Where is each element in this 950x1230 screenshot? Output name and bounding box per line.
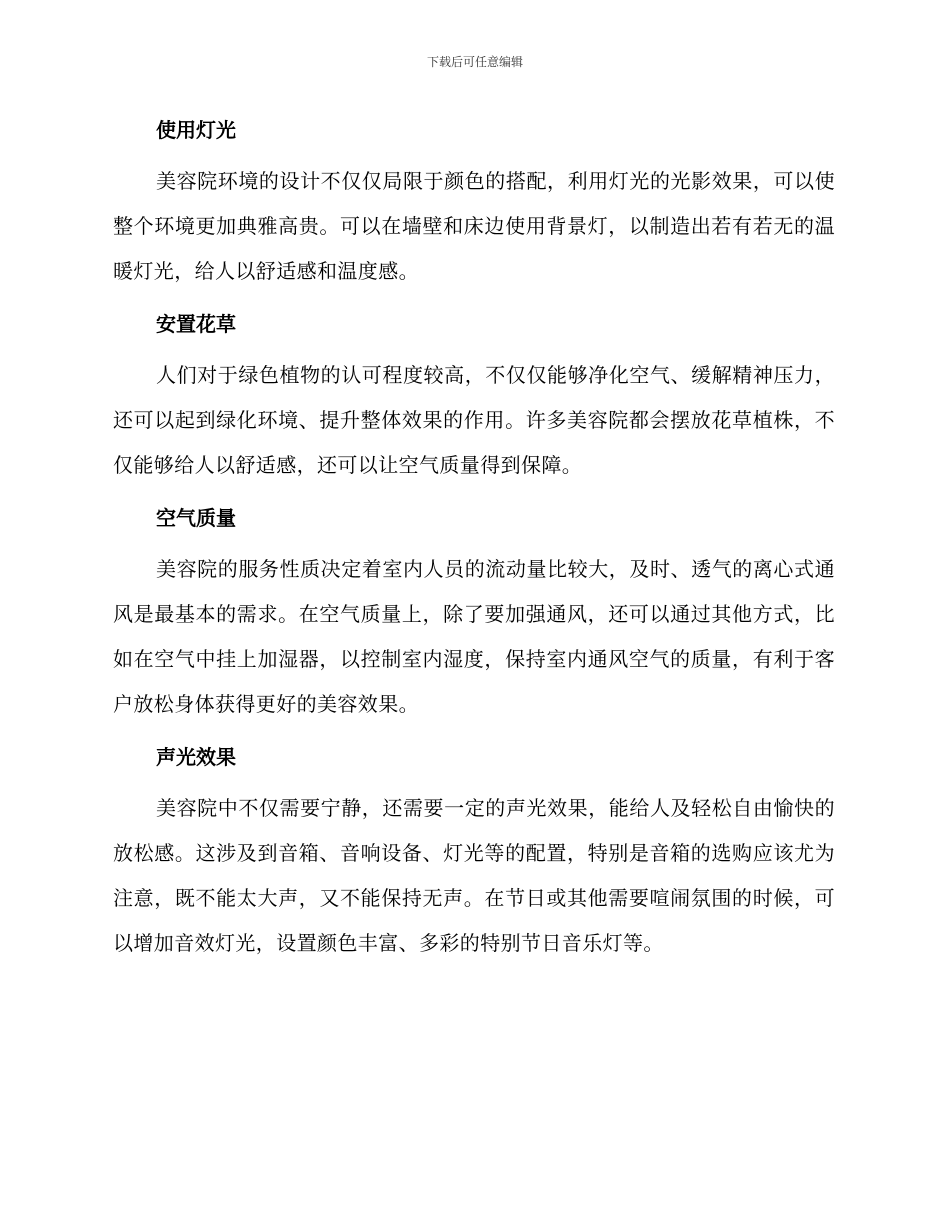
- section-air-quality: [113, 497, 835, 727]
- section-plants: [113, 303, 835, 488]
- section-sound-light: [113, 736, 835, 966]
- section-heading: 使用灯光: [156, 118, 236, 142]
- page-header-note: 下载后可任意编辑: [426, 55, 523, 69]
- section-heading: 声光效果: [156, 745, 236, 769]
- section-paragraph: 人们对于绿色植物的认可程度较高，不仅仅能够净化空气、缓解精神压力，还可以起到绿化环境、提升整体效果的作用。许多美容院都会摆放花草植株，不仅能够给人以舒适感，还可以让空气质量得到保障。: [113, 363, 835, 477]
- section-paragraph: 美容院环境的设计不仅仅局限于颜色的搭配，利用灯光的光影效果，可以使整个环境更加典雅高贵。可以在墙壁和床边使用背景灯，以制造出若有若无的温暖灯光，给人以舒适感和温度感。: [113, 169, 835, 283]
- section-heading: 空气质量: [156, 506, 236, 530]
- section-lighting: [113, 109, 835, 294]
- section-paragraph: 美容院中不仅需要宁静，还需要一定的声光效果，能给人及轻松自由愉快的放松感。这涉及到音箱、音响设备、灯光等的配置，特别是音箱的选购应该尤为注意，既不能太大声，又不能保持无声。在节日或其他需要喧闹氛围的时候，可以增加音效灯光，设置颜色丰富、多彩的特别节日音乐灯等。: [113, 796, 835, 955]
- section-paragraph: 美容院的服务性质决定着室内人员的流动量比较大，及时、透气的离心式通风是最基本的需求。在空气质量上，除了要加强通风，还可以通过其他方式，比如在空气中挂上加湿器，以控制室内湿度，保持室内通风空气的质量，有利于客户放松身体获得更好的美容效果。: [113, 557, 835, 716]
- document-body: [113, 109, 835, 966]
- section-heading: 安置花草: [156, 312, 236, 336]
